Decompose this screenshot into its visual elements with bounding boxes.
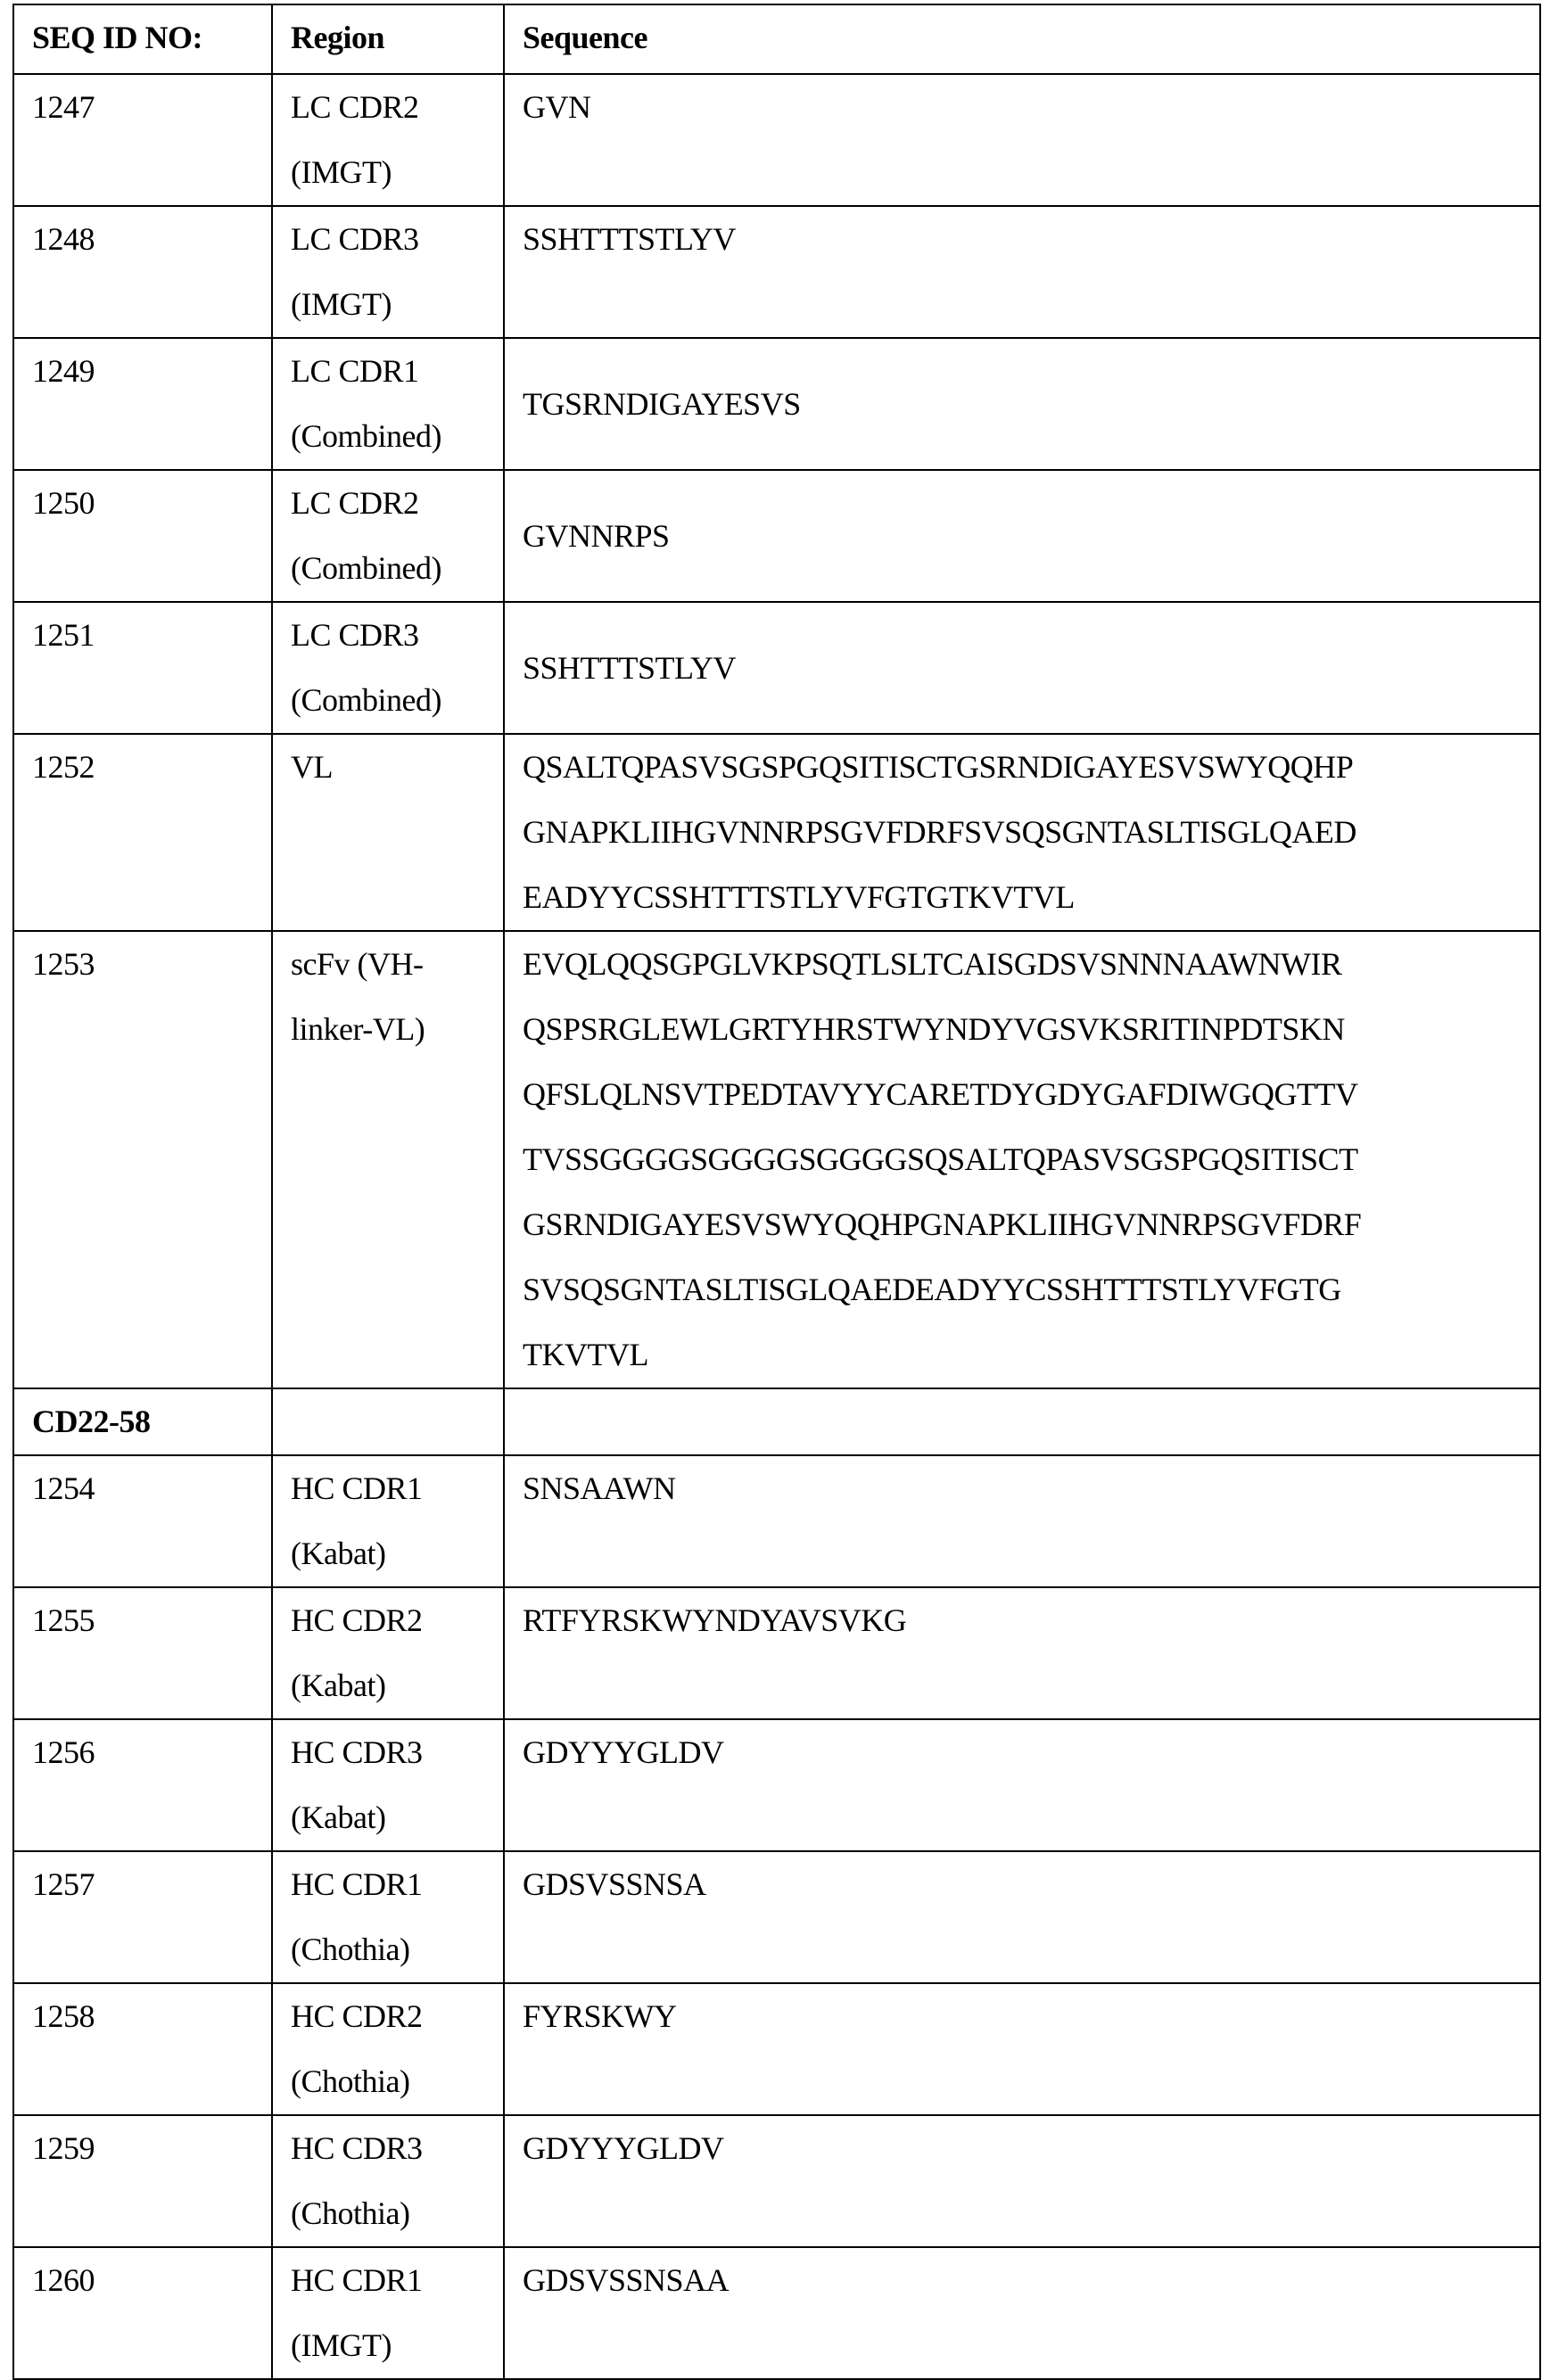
sequence-line: GDYYYGLDV <box>523 1720 1539 1785</box>
table-row <box>13 338 1540 470</box>
region-line: HC CDR3 <box>291 2116 503 2181</box>
table-row <box>13 2247 1540 2379</box>
sequence-cell <box>504 1983 1540 2115</box>
region-line: (Combined) <box>291 668 503 733</box>
sequence-cell <box>504 74 1540 206</box>
seq-id-cell: 1250 <box>13 470 272 602</box>
sequence-line: FYRSKWY <box>523 1984 1539 2049</box>
table-row <box>13 1851 1540 1983</box>
sequence-cell <box>504 338 1540 470</box>
region-line: (IMGT) <box>291 272 503 337</box>
region-line: (IMGT) <box>291 2313 503 2378</box>
region-line: LC CDR1 <box>291 339 503 404</box>
table-row <box>13 206 1540 338</box>
sequence-cell <box>504 931 1540 1388</box>
region-line: linker-VL) <box>291 997 503 1062</box>
sequence-cell <box>504 602 1540 734</box>
region-line: LC CDR2 <box>291 75 503 140</box>
table-row <box>13 931 1540 1388</box>
region-cell <box>272 1587 504 1719</box>
table-row <box>13 602 1540 734</box>
region-cell <box>272 602 504 734</box>
sequence-line: QSPSRGLEWLGRTYHRSTWYNDYVGSVKSRITINPDTSKN <box>523 997 1539 1062</box>
seq-id-cell: 1253 <box>13 931 272 1388</box>
seq-id-cell: 1252 <box>13 734 272 931</box>
region-cell <box>272 338 504 470</box>
region-line: scFv (VH- <box>291 932 503 997</box>
table-row <box>13 74 1540 206</box>
table-row <box>13 2115 1540 2247</box>
sequence-line: TVSSGGGGSGGGGSGGGGSQSALTQPASVSGSPGQSITISCT <box>523 1127 1539 1192</box>
header-seq-id: SEQ ID NO: <box>13 4 272 74</box>
sequence-line: EVQLQQSGPGLVKPSQTLSLTCAISGDSVSNNNAAWNWIR <box>523 932 1539 997</box>
sequence-line: GSRNDIGAYESVSWYQQHPGNAPKLIIHGVNNRPSGVFDRF <box>523 1192 1539 1257</box>
sequence-line: QSALTQPASVSGSPGQSITISCTGSRNDIGAYESVSWYQQHP <box>523 735 1539 800</box>
region-line: (Chothia) <box>291 2049 503 2114</box>
region-cell <box>272 74 504 206</box>
region-cell <box>272 470 504 602</box>
region-cell <box>272 1455 504 1587</box>
sequence-line: SVSQSGNTASLTISGLQAEDEADYYCSSHTTTSTLYVFGTG <box>523 1257 1539 1322</box>
region-line: (IMGT) <box>291 140 503 205</box>
sequence-line: TGSRNDIGAYESVS <box>523 372 1539 437</box>
region-cell <box>272 2247 504 2379</box>
region-cell <box>272 2115 504 2247</box>
region-line: (Combined) <box>291 404 503 469</box>
group-label: CD22-58 <box>13 1388 272 1455</box>
region-cell <box>272 1719 504 1851</box>
sequence-line: GDSVSSNSA <box>523 1852 1539 1917</box>
sequence-cell <box>504 2115 1540 2247</box>
seq-id-cell: 1249 <box>13 338 272 470</box>
table-row <box>13 1719 1540 1851</box>
region-line: (Chothia) <box>291 2181 503 2246</box>
table-row <box>13 734 1540 931</box>
sequence-line: SSHTTTSTLYV <box>523 207 1539 272</box>
seq-id-cell: 1258 <box>13 1983 272 2115</box>
sequence-cell <box>504 734 1540 931</box>
region-line: LC CDR3 <box>291 603 503 668</box>
sequence-cell <box>504 1719 1540 1851</box>
region-line: HC CDR1 <box>291 1456 503 1521</box>
seq-id-cell: 1247 <box>13 74 272 206</box>
seq-id-cell: 1256 <box>13 1719 272 1851</box>
sequence-line: TKVTVL <box>523 1322 1539 1388</box>
region-line: LC CDR3 <box>291 207 503 272</box>
region-cell <box>272 1851 504 1983</box>
sequence-line: SSHTTTSTLYV <box>523 636 1539 701</box>
region-line: (Kabat) <box>291 1785 503 1850</box>
region-cell <box>272 734 504 931</box>
table-row <box>13 1587 1540 1719</box>
region-line: (Combined) <box>291 536 503 601</box>
empty-cell <box>272 1388 504 1455</box>
empty-cell <box>504 1388 1540 1455</box>
sequence-line: GVN <box>523 75 1539 140</box>
table-header-row <box>13 4 1540 74</box>
seq-id-cell: 1255 <box>13 1587 272 1719</box>
header-sequence: Sequence <box>504 4 1540 74</box>
region-cell <box>272 1983 504 2115</box>
sequence-cell <box>504 206 1540 338</box>
sequence-table <box>12 4 1541 2380</box>
sequence-line: QFSLQLNSVTPEDTAVYYCARETDYGDYGAFDIWGQGTTV <box>523 1062 1539 1127</box>
sequence-cell <box>504 1455 1540 1587</box>
region-line: (Chothia) <box>291 1917 503 1982</box>
sequence-line: SNSAAWN <box>523 1456 1539 1521</box>
region-line: (Kabat) <box>291 1653 503 1718</box>
sequence-line: GDYYYGLDV <box>523 2116 1539 2181</box>
header-region: Region <box>272 4 504 74</box>
group-header-row <box>13 1388 1540 1455</box>
region-line: (Kabat) <box>291 1521 503 1586</box>
seq-id-cell: 1254 <box>13 1455 272 1587</box>
sequence-cell <box>504 1851 1540 1983</box>
sequence-line: EADYYCSSHTTTSTLYVFGTGTKVTVL <box>523 865 1539 930</box>
sequence-line: GNAPKLIIHGVNNRPSGVFDRFSVSQSGNTASLTISGLQAED <box>523 800 1539 865</box>
region-cell <box>272 931 504 1388</box>
region-line: HC CDR1 <box>291 2248 503 2313</box>
region-line: LC CDR2 <box>291 471 503 536</box>
region-line: HC CDR2 <box>291 1984 503 2049</box>
seq-id-cell: 1251 <box>13 602 272 734</box>
table-row <box>13 1455 1540 1587</box>
sequence-cell <box>504 1587 1540 1719</box>
region-line: HC CDR1 <box>291 1852 503 1917</box>
sequence-line: RTFYRSKWYNDYAVSVKG <box>523 1588 1539 1653</box>
seq-id-cell: 1248 <box>13 206 272 338</box>
seq-id-cell: 1257 <box>13 1851 272 1983</box>
table-row <box>13 1983 1540 2115</box>
table-row <box>13 470 1540 602</box>
region-cell <box>272 206 504 338</box>
seq-id-cell: 1259 <box>13 2115 272 2247</box>
region-line: VL <box>291 735 503 800</box>
seq-id-cell: 1260 <box>13 2247 272 2379</box>
sequence-cell <box>504 2247 1540 2379</box>
region-line: HC CDR3 <box>291 1720 503 1785</box>
region-line: HC CDR2 <box>291 1588 503 1653</box>
sequence-line: GDSVSSNSAA <box>523 2248 1539 2313</box>
sequence-line: GVNNRPS <box>523 504 1539 569</box>
sequence-cell <box>504 470 1540 602</box>
